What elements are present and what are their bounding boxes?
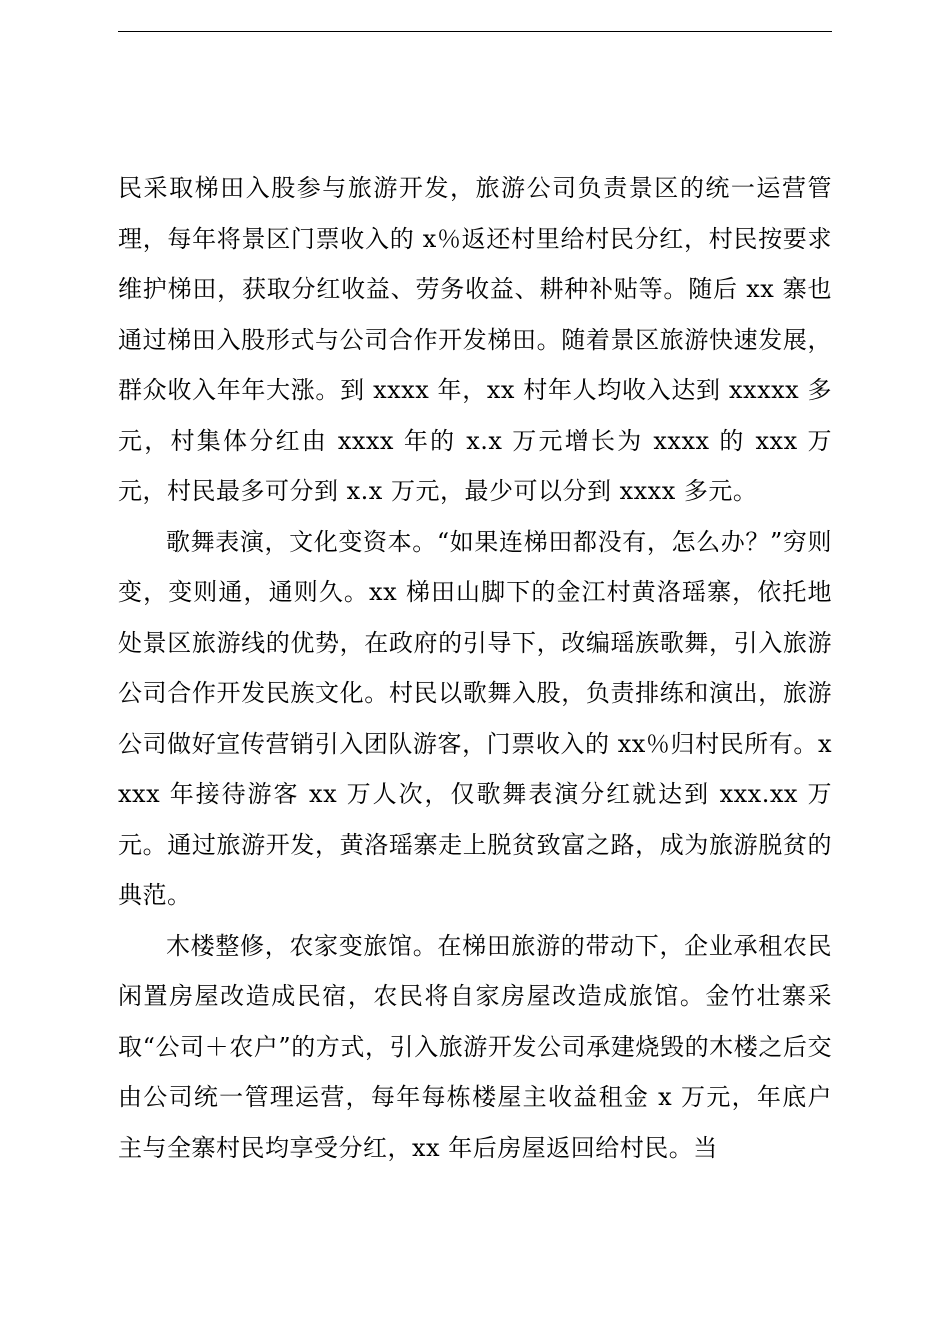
paragraph-wooden-house: 木楼整修，农家变旅馆。在梯田旅游的带动下，企业承租农民闲置房屋改造成民宿，农民将自家房屋改造成旅馆。金竹壮寨采取“公司＋农户”的方式，引入旅游开发公司承建烧毁的木楼之后交由公司统一管理运营，每年每栋楼屋主收益租金 x 万元，年底户主与全寨村民均享受分红，xx 年后房屋返回给村民。当	[118, 931, 832, 1162]
paragraph-song-dance: 歌舞表演，文化变资本。“如果连梯田都没有，怎么办？”穷则变，变则通，通则久。xx 梯田山脚下的金江村黄洛瑶寨，依托地处景区旅游线的优势，在政府的引导下，改编瑶族歌舞，引入旅游公司合作开发民族文化。村民以歌舞入股，负责排练和演出，旅游公司做好宣传营销引入团队游客，门票收入的 xx％归村民所有。xxxx 年接待游客 xx 万人次，仅歌舞表演分红就达到 xxx.xx 万元。通过旅游开发，黄洛瑶寨走上脱贫致富之路，成为旅游脱贫的典范。	[118, 527, 832, 909]
header-rule	[118, 31, 832, 32]
paragraph-dividend-income: 民采取梯田入股参与旅游开发，旅游公司负责景区的统一运营管理，每年将景区门票收入的 x％返还村里给村民分红，村民按要求维护梯田，获取分红收益、劳务收益、耕种补贴等。随后 xx 寨也通过梯田入股形式与公司合作开发梯田。随着景区旅游快速发展，群众收入年年大涨。到 xxxx 年，xx 村年人均收入达到 xxxxx 多元，村集体分红由 xxxx 年的 x.x 万元增长为 xxxx 的 xxx 万元，村民最多可分到 x.x 万元，最少可以分到 xxxx 多元。	[118, 174, 832, 505]
document-body	[118, 163, 832, 1173]
